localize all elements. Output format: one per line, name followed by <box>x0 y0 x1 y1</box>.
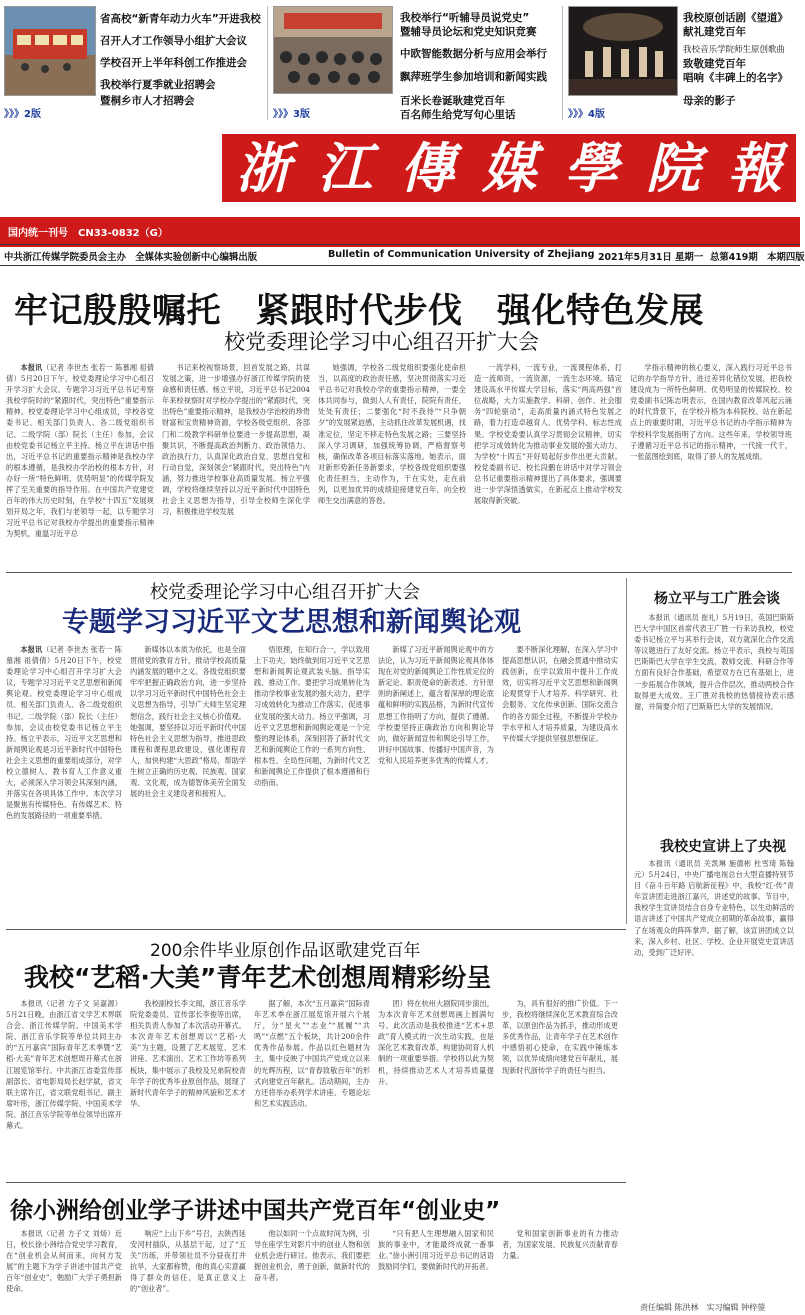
story3-col-5: 为，具有很好的推广价值。下一步，我校将继续深化艺术教育综合改革，以原创作品为抓手，推动形成更多优秀作品，让青年学子在艺术创作中感悟初心使命，在实践中锤炼本领，以优异成绩向建党百年献礼，展现新时代浙传学子的责任与担当。 <box>502 999 618 1075</box>
story1-col-4: 一流学科，一流专业，一流课程体系，打造一流师资，一流资源，一流生态环境。锚定建设高水平传媒大学目标，落实“两高两强”首位战略，大力实施教学、科研、创作、社会服务“四轮驱动”，走高质量内涵式特色发展之路，着力打造卓越育人、优势学科、标志性成果。学校党委要认真学习贯彻会议精神，切实把学习成效转化为推动事业发展的强大动力，为学校“十四五”开好局起好步作出更大贡献。校党委副书记、校长段鹏在讲话中对学习领会总书记重要指示精神提出了具体要求，强调要进一步学深悟透做实，在新起点上推动学校发展取得新突破。 <box>474 363 622 506</box>
sidebar-title-1[interactable]: 杨立平与工广胜会谈 <box>654 591 780 607</box>
teaser-band <box>0 0 800 128</box>
teaser-3-small[interactable]: 我校音乐学院师生原创歌曲 <box>683 45 786 55</box>
masthead-glyph-1: 浙 <box>236 136 290 200</box>
story2-col-5: 要不断深化理解，在深入学习中提高思想认识，在融会贯通中推动实践创新，在学以致用中提升工作成效，切实将习近平文艺思想和新闻舆论观贯穿于人才培养、科学研究、社会服务、文化传承创新、国际交流合作的各方面全过程，不断提升学校办学水平和人才培养质量，为建设高水平传媒大学提供坚强思想保证。 <box>502 645 618 743</box>
masthead-glyph-5: 學 <box>564 136 618 200</box>
photo-drama-icon <box>569 7 677 95</box>
teaser-3-line-1[interactable]: 我校原创话剧《望道》 <box>683 12 788 24</box>
edition-link-4[interactable]: 》》》4版 <box>568 109 605 120</box>
story3-col-4: 团）将在杭州大剧院同步演出，为本次青年艺术创想周画上圆满句号。此次活动是我校推进“艺术+思政”育人模式的一次生动实践，也是深化艺术教育改革、构建协同育人机制的一项重要举措。学校将以此为契机，持续推动艺术人才培养质量提升。 <box>378 999 494 1086</box>
story2-col-1: 本报讯（记者 李世杰 张若一 陈慕湘 祖倩倩）5月20日下午，校党委理论学习中心组召开学习扩大会议，专题学习习近平文艺思想和新闻舆论观。校党委理论学习中心组成员、相关部门负责人、各二级党组织书记、二级学院（部）院长（主任）参加，会议由校党委书记杨立平主持。杨立平表示，习近平文艺思想和新闻舆论观是习近平新时代中国特色社会主义思想的重要组成部分，对学校立德树人、教书育人工作意义重大，必须深入学习领会其深刻内涵，并落实在各项具体工作中。本次学习是聚焦有传媒特色、有传媒艺术、特色的发展路径的一项重要举措。 <box>6 645 122 821</box>
masthead-glyph-6: 院 <box>646 136 700 200</box>
cn-code: CN33-0832（G） <box>78 228 168 239</box>
story1-subhead[interactable]: 校党委理论学习中心组召开扩大会 <box>224 330 539 354</box>
story3-overline[interactable]: 200余件毕业原创作品讴歌建党百年 <box>150 941 421 961</box>
masthead-glyph-7: 報 <box>728 136 782 200</box>
story2-col-3: 悟原理，在知行合一，学以致用上下功夫，始终做到用习近平文艺思想和新闻舆论观武装头脑、指导实践、推动工作。要把学习成果转化为推动学校事业发展的强大动力，把学习成效转化为推动工作落实、促进事业发展的强大动力。杨立平强调，习近平文艺思想和新闻舆论观是一个完整的理论体系，深刻回答了新时代文艺和新闻舆论工作的一系列方向性、根本性、全局性问题，为新时代文艺和新闻舆论工作提供了根本遵循和行动指南。 <box>254 645 370 788</box>
story3-headline[interactable]: 我校“艺稻·大美”青年艺术创想周精彩纷呈 <box>24 963 492 992</box>
teaser-1-line-4[interactable]: 我校举行夏季就业招聘会 <box>100 79 216 91</box>
teaser-3-line-2[interactable]: 献礼建党百年 <box>683 26 746 38</box>
story3-col-3: 据了解，本次“五月嘉宾”国际青年艺术季在浙江展览馆开展六个展厅，分“星火”“志业”“展履”“共鸣”“点燃”五个板块，共计200余件优秀作品参展。作品以红色题材为主，集中反映了中国共产党成立以来的光辉历程，以“青春致敬百年”的形式向建党百年献礼。活动期间，主办方还将举办系列学术讲座、专题论坛和艺术实践活动。 <box>254 999 370 1108</box>
photo-forum-icon <box>274 7 392 93</box>
teaser-1-line-5[interactable]: 暨桐乡市人才招聘会 <box>100 95 195 107</box>
story4-col-5: 党和国家创新事业的有力推动者，为国家发展、民族复兴贡献青春力量。 <box>502 1229 618 1261</box>
story4-headline[interactable]: 徐小洲给创业学子讲述中国共产党百年“创业史” <box>10 1198 501 1224</box>
story3-col-1: 本报讯（记者 方子文 吴嘉源）5月21日晚，由浙江省文学艺术界联合会、浙江传媒学院、中国美术学院、浙江音乐学院等单位共同主办的“五月嘉宾”国际青年艺术季暨“艺稻·大美”青年艺术创想周开幕式在浙江展览馆举行。中共浙江省委宣传部副部长、省电影局局长赵学斌，省文联主席许江，省文联党组书记、副主席叶彤，浙江传媒学院、中国美术学院、浙江音乐学院等单位领导出席开幕式。 <box>6 999 122 1131</box>
story1-byline: 本报讯 <box>20 363 43 372</box>
sidebar-body-1: 本报讯（通讯员 崔礼）5月19日，英国巴斯斯巴大学中国区首席代表王广胜一行来访我校，校党委书记杨立平与其举行会谈，双方就深化合作交流等议题进行了友好交流。杨立平表示，我校与英国巴斯斯巴大学在学生交流、教师交流、科研合作等方面有良好合作基础，希望双方在已有基础上，进一步拓展合作领域，提升合作层次，推动两校合作取得更大成效。王广胜对我校的热情接待表示感谢，并简要介绍了巴斯斯巴大学的发展情况。 <box>634 613 794 711</box>
teaser-2-line-2[interactable]: 暨辅导员论坛和党史知识竞赛 <box>400 26 537 38</box>
teaser-divider-1 <box>267 6 268 120</box>
story2-headline[interactable]: 专题学习习近平文艺思想和新闻舆论观 <box>62 607 521 638</box>
photo-train-icon <box>5 7 95 95</box>
divider-3 <box>6 1182 626 1183</box>
divider-1 <box>6 572 792 573</box>
story4-col-1: 本报讯（记者 方子文 刘炀）近日，校长徐小洲结合党史学习教育，在“创业机会从何而来，向何方发展”的主题下为学子讲述中国共产党百年“创业史”，勉励广大学子勇担新使命。 <box>6 1229 122 1294</box>
teaser-2-line-3[interactable]: 中欧智能数据分析与应用会举行 <box>400 48 547 60</box>
teaser-photo-3[interactable] <box>568 6 678 96</box>
story1-col-3: 她强调，学校各二级党组织要强化使命担当，以高度的政治责任感，坚决贯彻落实习近平总书记对我校办学的重要指示精神，一要全体共同参与，做到人人有责任，院院有责任，处处有责任；二要强化“时不我待”“只争朝夕”的发展紧迫感，主动抓住改革发展机遇，找准定位，坚定不移走特色发展之路；三要坚持深入学习调研，加强统筹协调，严格督察考核，确保改革各项目标落实落地。她表示，面对新形势新任务新要求，学校各级党组织要强化责任担当，主动作为，干在实处，走在前列，以更加优异的成绩迎接建党百年，向全校师生交出满意的答卷。 <box>318 363 466 506</box>
story3-col-2: 我校副校长李文闻，浙江音乐学院党委委员、宣传部长李俊等出席，相关负责人参加了本次活动开幕式。本次青年艺术创想周以“艺稻·大美”为主题，设置了艺术展览、艺术讲座、艺术演出、艺术工作坊等系列板块，集中展示了我校及兄弟院校青年学子的优秀毕业原创作品，展现了新时代青年学子的精神风貌和艺术才华。 <box>130 999 246 1108</box>
issue-number: 国内统一刊号 CN33-0832（G） <box>8 228 168 239</box>
info-bar <box>0 244 805 266</box>
edition-link-2[interactable]: 》》》2版 <box>4 109 41 120</box>
teaser-divider-2 <box>562 6 563 120</box>
sidebar-body-2: 本报讯（通讯员 关凯琳 施德彬 杜雪琦 陈翰元）5月24日，中央广播电视总台大型直播特别节目《奋斗百年路 启航新征程》中，我校“红·传”青年宣讲团走进浙江嘉兴，讲述党的故事。节目中，我校学生宣讲员结合自身专业特色，以生动鲜活的语言讲述了中国共产党成立初期的革命故事，赢得了在场观众的阵阵掌声。据了解，该宣讲团成立以来，深入乡村、社区、学校、企业开展党史宣讲活动，受到广泛好评。 <box>634 859 794 957</box>
english-title: Bulletin of Communication University of Zhejiang <box>328 249 595 260</box>
edition-link-3[interactable]: 》》》3版 <box>273 109 310 120</box>
footer-credits: 责任编辑 陈洪林 实习编辑 钟梓蓥 <box>640 1303 766 1312</box>
masthead-glyph-3: 傳 <box>400 136 454 200</box>
teaser-2-line-6[interactable]: 百名师生给党写句心里话 <box>400 109 516 121</box>
story1-col-5: 学指示精神的核心要义，深入践行习近平总书记的办学指导方针，进过差异化错位发展，把我校建设成为一所特色鲜明、优势明显的传媒院校。校党委副书记陈志明表示，在国内教育改革风起云涌的时代背景下，在学校升格为本科院校、站在新起点上的重要时期，习近平总书记的办学指示精神为学校科学发展指明了方向。这些年来，学校领导班子遵循习近平总书记的指示精神，一代接一代干，一张蓝图绘到底，取得了骄人的发展成绩。 <box>630 363 792 461</box>
teaser-3-line-3[interactable]: 致敬建党百年 <box>683 58 746 70</box>
story4-col-2: 响应“上山下乡”号召，去陕西延安河村插队，从基层干起，过了“五关”历练，并带领社员不分昼夜打井抗旱，大家都称赞，他的真心实意赢得了群众的信任，是真正意义上的“创业者”。 <box>130 1229 246 1294</box>
story1-headline[interactable]: 牢记殷殷嘱托 紧跟时代步伐 强化特色发展 <box>14 291 704 331</box>
teaser-2-line-4[interactable]: 飘萍班学生参加培训和新闻实践 <box>400 71 547 83</box>
teaser-2-line-5[interactable]: 百米长卷诞耿建党百年 <box>400 95 505 107</box>
masthead-title <box>222 134 796 202</box>
divider-2 <box>6 929 626 930</box>
issue-total: 总第419期 本期四版 <box>710 252 805 263</box>
masthead <box>0 130 800 230</box>
story2-col-4: 新媒了习近平新闻舆论观中的方法论，认为习近平新闻舆论观具体体现在对党的新闻舆论工作性质定位的新定论、职责使命的新表述、方针原则的新阐述上，蕴含着深厚的理论底蕴和鲜明的实践品格，为新时代宣传思想工作指明了方向，提供了遵循。学校要坚持正确政治方向和舆论导向，做好新闻宣传和舆论引导工作，讲好中国故事、传播好中国声音，为党和人民培养更多优秀的传媒人才。 <box>378 645 494 765</box>
teaser-photo-1[interactable] <box>4 6 96 96</box>
teaser-photo-2[interactable] <box>273 6 393 94</box>
teaser-1-line-3[interactable]: 学校召开上半年科创工作推进会 <box>100 57 247 69</box>
masthead-glyph-4: 媒 <box>482 136 536 200</box>
story4-col-3: 他以如同一个点故时间为例，引导在座学生对影片中的创业人物和创业机会进行研讨。他表示，我们要把握创业机会，勇于创新，做新时代的奋斗者。 <box>254 1229 370 1283</box>
story1-col-2: 书记来校视察场景，回首发展之路，共谋发展之策，进一步增强办好浙江传媒学院的使命感和责任感。杨立平说，习近平总书记2004年来校视察时对学校办学提出的“紧跟时代，突出特色”重要指示精神，是我校办学治校的珍贵财富和宝贵精神资源，学校各级党组织、各部门和二级教学科研单位要进一步提高思想，凝聚共识，不断提高政治判断力、政治领悟力、政治执行力，认真深化政治自觉、思想自觉和行动自觉，深刻领会“紧跟时代，突出特色”内涵，努力推进学校事业高质量发展。杨立平强调，学校将继续坚持以习近平新时代中国特色社会主义思想为指导，引导全校师生深化学习，积极推进学校发展 <box>162 363 310 517</box>
teaser-3-line-4[interactable]: 唱响《丰碑上的名字》 <box>683 72 788 84</box>
teaser-3-line-5[interactable]: 母亲的影子 <box>683 95 736 107</box>
story4-col-4: “只有把人生理想融入国家和民族的事业中，才能最终成就一番事业。”徐小洲引用习近平总书记的话语鼓励同学们，要做新时代的开拓者。 <box>378 1229 494 1272</box>
masthead-glyph-2: 江 <box>318 136 372 200</box>
sidebar-rule <box>626 578 627 924</box>
story2-col-2: 新媒体以本质为依托，也是全面贯彻党的教育方针，推动学校高质量内涵发展的题中之义。各级党组织要牢牢把握正确政治方向，进一步坚持以学习习近平新时代中国特色社会主义思想为指导，引导广大师生坚定理想信念，践行社会主义核心价值观。她强调，要坚持以习近平新时代中国特色社会主义思想为指导，推进思政课程和课程思政建设，强化课程育人，加快构建“大思政”格局，帮助学生树立正确的历史观、民族观、国家观、文化观，成为德智体美劳全面发展的社会主义建设者和接班人。 <box>130 645 246 799</box>
story1-col-1: 本报讯（记者 李世杰 张若一 陈慕湘 祖倩倩）5月20日下午，校党委理论学习中心组召开学习扩大会议，专题学习习近平总书记考察我校学院时的“紧跟时代，突出特色”重要指示精神。校党委理论学习中心组成员，学校各党委书记、相关部门负责人、各二级党组织书记、二级学院（部）院长（主任）参加，会议由校党委书记杨立平主持。杨立平在讲话中指出，习近平总书记的重要指示精神是我校办学的根本遵循，是我校办学治校的根本方针，对办好一所“特色鲜明、优势明显”的传媒学院发挥了至关重要的指导作用。在中国共产党建党百年的伟大历史时刻，在学校“十四五”发展规划开局之年，我们与老领导一起，以专题学习习近平总书记对我校办学提出的重要指示精神为契机，重温习近平总 <box>6 363 154 539</box>
sponsor-line: 中共浙江传媒学院委员会主办 全媒体实验创新中心编辑出版 <box>4 252 258 263</box>
story2-overline[interactable]: 校党委理论学习中心组召开扩大会 <box>150 582 420 603</box>
sidebar-title-2[interactable]: 我校史宣讲上了央视 <box>660 839 786 855</box>
masthead-title-banner <box>222 134 796 202</box>
publish-date: 2021年5月31日 星期一 <box>598 252 704 263</box>
teaser-2-line-1[interactable]: 我校举行“听辅导员说党史” <box>400 12 530 24</box>
teaser-1-line-1[interactable]: 省高校“新青年动力火车”开进我校 <box>100 13 261 25</box>
teaser-1-line-2[interactable]: 召开人才工作领导小组扩大会议 <box>100 35 247 47</box>
